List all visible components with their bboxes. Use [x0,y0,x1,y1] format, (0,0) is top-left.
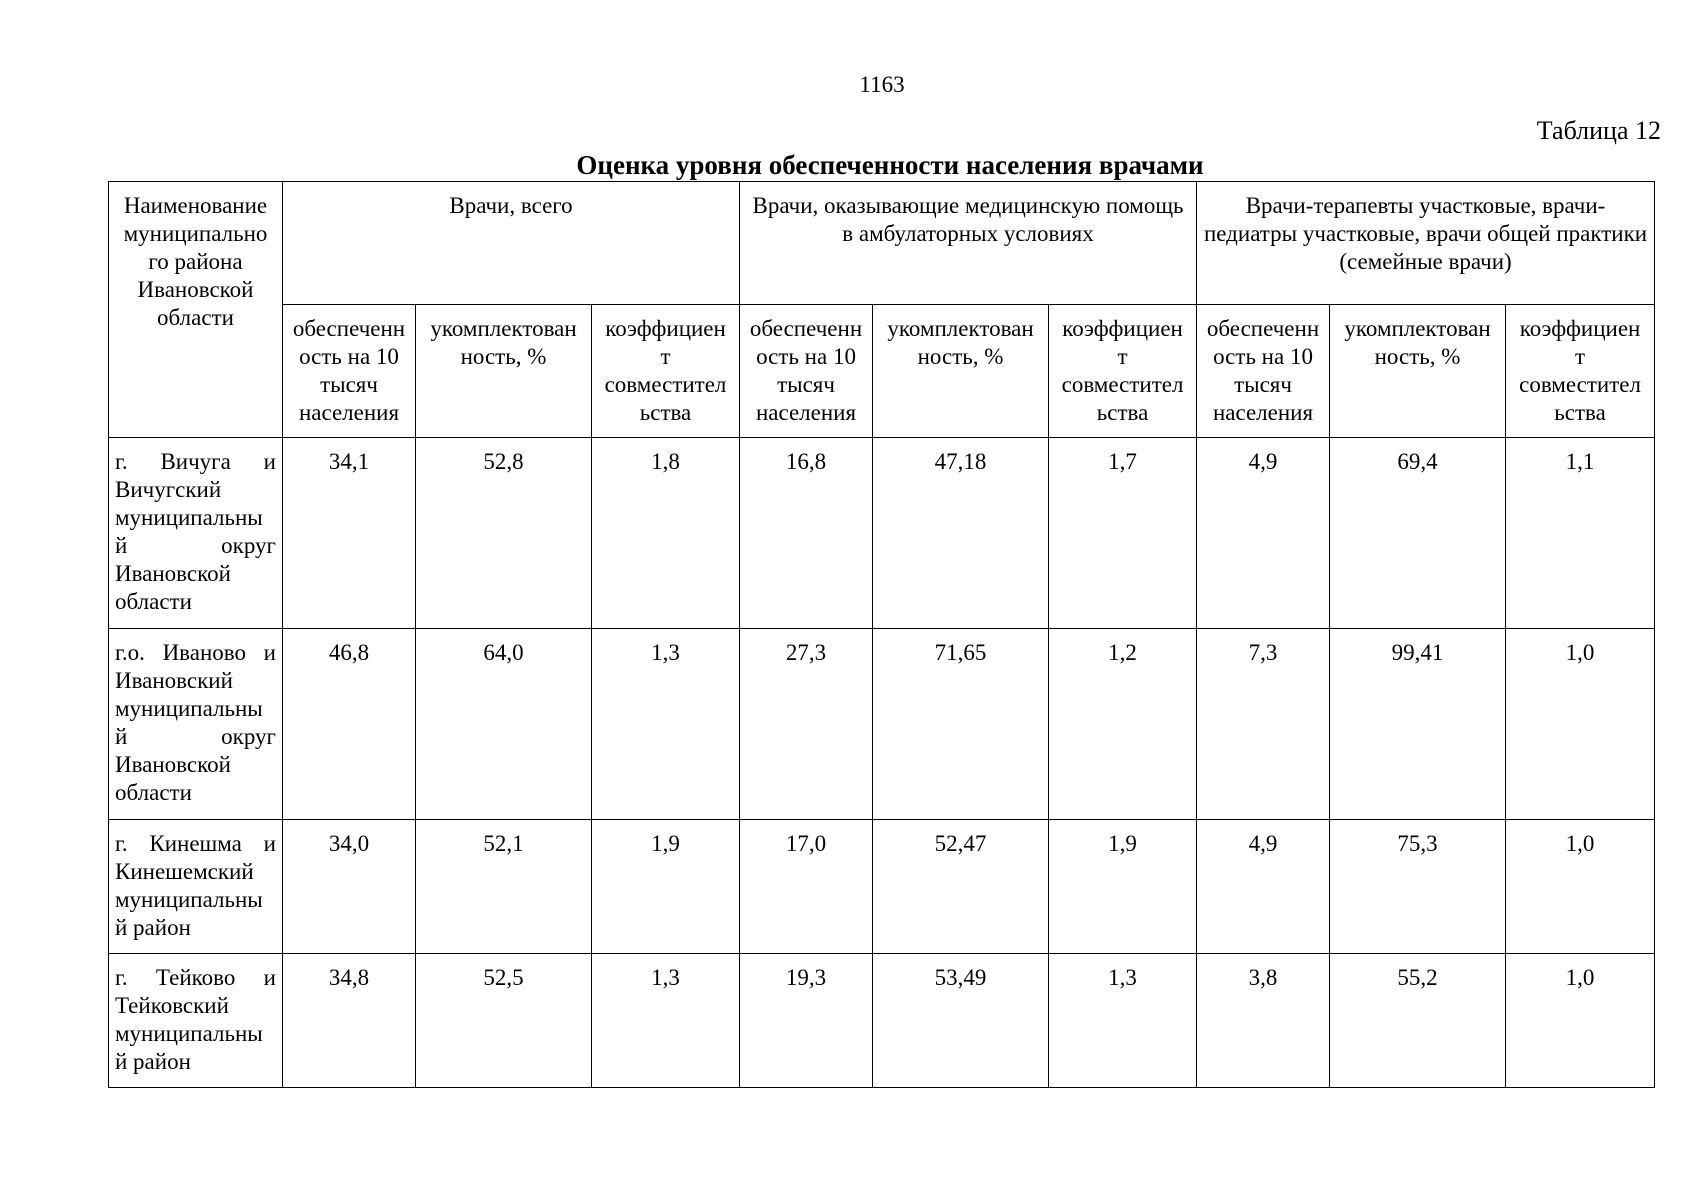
header-combination-coefficient: коэффициен т совместител ьства [1049,305,1197,438]
value-cell: 1,3 [592,954,740,1088]
value-cell: 34,0 [283,820,416,954]
value-cell: 69,4 [1330,438,1506,629]
value-cell: 1,0 [1506,954,1655,1088]
header-combination-coefficient: коэффициен т совместител ьства [592,305,740,438]
value-cell: 71,65 [873,629,1049,820]
value-cell: 4,9 [1197,820,1330,954]
value-cell: 1,8 [592,438,740,629]
district-name-cell: г. Тейково и Тейковский муниципальны й район [109,954,283,1088]
value-cell: 1,9 [592,820,740,954]
value-cell: 16,8 [740,438,873,629]
value-cell: 47,18 [873,438,1049,629]
header-group-district-therapists: Врачи-терапевты участковые, врачи-педиатры участковые, врачи общей практики (семейные врачи) [1197,182,1655,305]
header-row-subcolumns [109,305,1655,438]
table-title: Оценка уровня обеспеченности населения врачами [576,150,1204,180]
value-cell: 52,5 [416,954,592,1088]
table-row [109,820,1655,954]
header-provision: обеспеченн ость на 10 тысяч населения [1197,305,1330,438]
table-row [109,954,1655,1088]
header-staffing: укомплектован ность, % [1330,305,1506,438]
header-group-all-doctors: Врачи, всего [283,182,740,305]
value-cell: 52,1 [416,820,592,954]
value-cell: 17,0 [740,820,873,954]
value-cell: 7,3 [1197,629,1330,820]
value-cell: 46,8 [283,629,416,820]
value-cell: 34,1 [283,438,416,629]
header-row-groups [109,182,1655,305]
value-cell: 1,3 [1049,954,1197,1088]
value-cell: 99,41 [1330,629,1506,820]
value-cell: 52,8 [416,438,592,629]
value-cell: 27,3 [740,629,873,820]
value-cell: 1,2 [1049,629,1197,820]
header-staffing: укомплектован ность, % [873,305,1049,438]
value-cell: 3,8 [1197,954,1330,1088]
value-cell: 52,47 [873,820,1049,954]
header-group-outpatient-doctors: Врачи, оказывающие медицинскую помощь в амбулаторных условиях [740,182,1197,305]
header-staffing: укомплектован ность, % [416,305,592,438]
value-cell: 4,9 [1197,438,1330,629]
district-name-cell: г. Кинешма и Кинешемский муниципальны й район [109,820,283,954]
value-cell: 1,0 [1506,820,1655,954]
header-provision: обеспеченн ость на 10 тысяч населения [283,305,416,438]
table-row [109,629,1655,820]
value-cell: 19,3 [740,954,873,1088]
value-cell: 55,2 [1330,954,1506,1088]
value-cell: 34,8 [283,954,416,1088]
header-combination-coefficient: коэффициен т совместител ьства [1506,305,1655,438]
district-name-cell: г.о. Иваново и Ивановский муниципальны й округ Ивановской области [109,629,283,820]
value-cell: 1,3 [592,629,740,820]
physician-provision-table [108,181,1655,1088]
table-label: Таблица 12 [1536,116,1661,145]
header-provision: обеспеченн ость на 10 тысяч населения [740,305,873,438]
value-cell: 1,9 [1049,820,1197,954]
value-cell: 75,3 [1330,820,1506,954]
page-number: 1163 [859,72,905,97]
district-name-cell: г. Вичуга и Вичугский муниципальны й округ Ивановской области [109,438,283,629]
value-cell: 53,49 [873,954,1049,1088]
value-cell: 64,0 [416,629,592,820]
value-cell: 1,0 [1506,629,1655,820]
header-district-name: Наименование муниципально го района Ивановской области [109,182,283,438]
value-cell: 1,7 [1049,438,1197,629]
value-cell: 1,1 [1506,438,1655,629]
table-row [109,438,1655,629]
